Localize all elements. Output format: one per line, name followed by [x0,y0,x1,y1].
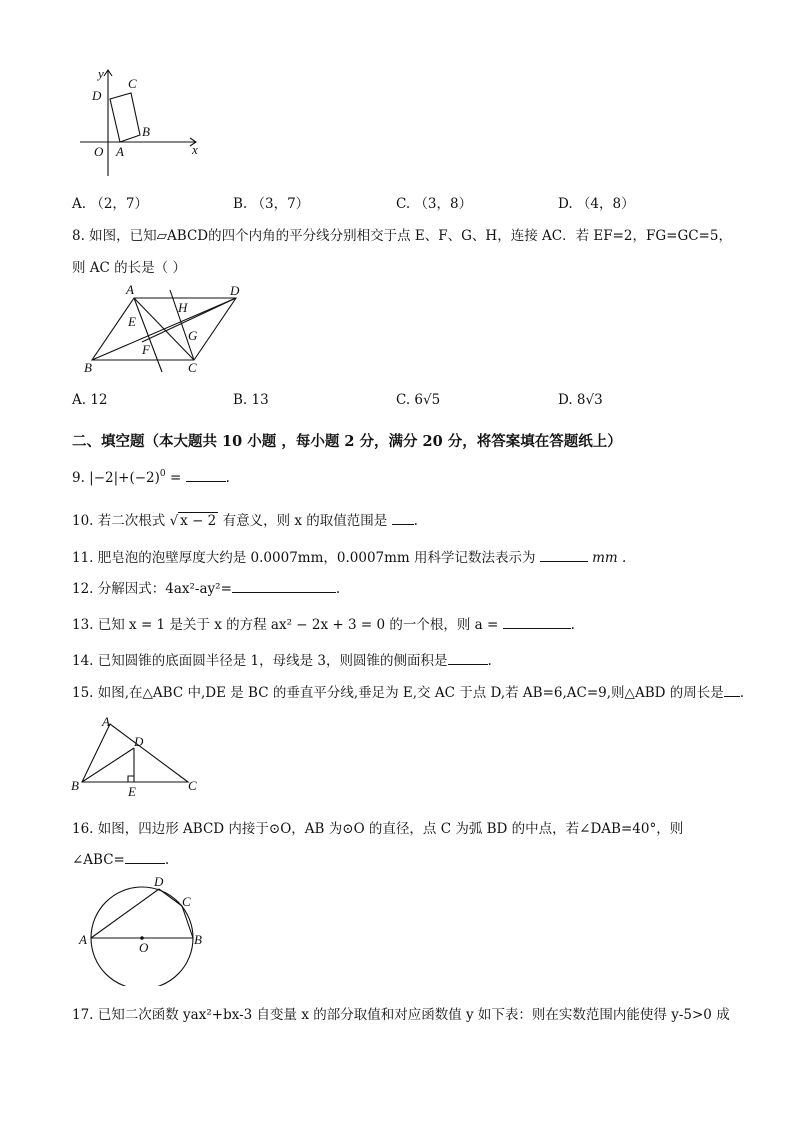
q12-answer-blank[interactable] [232,579,336,593]
q8-text-line1: 8. 如图，已知▱ABCD的四个内角的平分线分别相交于点 E、F、G、H，连接 AC．若 EF=2，FG=GC=5， [72,228,732,244]
label-a: A [79,932,87,947]
label-f: F [142,342,150,357]
label-c: C [188,360,197,375]
label-d: D [92,88,102,103]
label-b: B [194,932,202,947]
label-a: A [102,714,110,729]
q13-end: . [570,617,575,633]
q14-text: 14. 已知圆锥的底面圆半径是 1，母线是 3，则圆锥的侧面积是 [72,653,448,669]
q14-end: . [487,653,492,669]
section-heading: 二、填空题（本大题共 10 小题 ，每小题 2 分，满分 20 分，将答案填在答题纸上） [72,433,622,450]
label-a: A [126,282,134,297]
q10-end: . [413,513,418,529]
q16-circle-figure [78,874,208,986]
label-b: B [84,360,92,375]
q11-unit: mm . [592,550,627,566]
right-angle-mark [128,776,134,782]
label-b: B [142,124,150,139]
q12-end: . [335,581,341,597]
label-e: E [128,784,136,799]
label-o: O [94,144,104,159]
q8-option-c[interactable]: C. 6√5 [396,392,441,408]
q8-parallelogram-figure [80,282,250,378]
q15-text: 15. 如图,在△ABC 中,DE 是 BC 的垂直平分线,垂足为 E,交 AC 于点 D,若 AB=6,AC=9,则△ABD 的周长是 [72,685,724,701]
q17-text: 17. 已知二次函数 yax²+bx-3 自变量 x 的部分取值和对应函数值 y 如下表：则在实数范围内能使得 y-5>0 成 [72,1007,730,1023]
q14 [72,649,492,669]
q16-answer-blank[interactable] [125,850,165,864]
label-o: O [139,940,149,955]
q8-text-line2: 则 AC 的长是（ ） [72,260,186,276]
rectangle-abcd [110,93,140,142]
q10-radicand: x − 2 [180,513,217,529]
q15-triangle-figure [70,714,204,800]
q14-answer-blank[interactable] [448,651,488,665]
q13 [72,613,575,633]
q16-text-line2: ∠ABC= [72,852,125,868]
q10-suffix: 有意义，则 x 的取值范围是 [218,513,388,529]
label-y: y [98,66,104,81]
q8-option-b[interactable]: B. 13 [233,392,269,408]
q13-answer-blank[interactable] [503,615,571,629]
q7-option-a[interactable]: A. （2，7） [72,196,149,212]
q16-text-line1: 16. 如图，四边形 ABCD 内接于⊙O，AB 为⊙O 的直径，点 C 为弧 BD 的中点，若∠DAB=40°，则 [72,821,684,837]
quadrilateral-abcd [91,889,193,938]
q9-end: . [225,470,230,486]
q10-prefix: 10. 若二次根式 [72,513,170,529]
label-e: E [128,314,136,329]
label-d: D [134,734,144,749]
q10-radical-sign: √ [169,513,179,529]
q8-option-d[interactable]: D. 8√3 [558,392,603,408]
q15-answer-blank[interactable] [724,683,740,697]
q16-end: . [164,852,170,868]
q15-end: . [739,685,745,701]
q7-coordinate-figure [78,66,206,178]
label-h: H [178,300,188,315]
triangle-abc [82,724,188,782]
q9-expression: 9. |−2|+(−2) [72,470,160,486]
label-d: D [230,283,240,298]
q9-answer-blank[interactable] [186,468,226,482]
label-d: D [154,874,164,889]
q7-option-b[interactable]: B. （3，7） [233,196,310,212]
label-c: C [188,778,197,793]
q9-exponent: 0 [159,469,166,479]
q8-option-a[interactable]: A. 12 [72,392,108,408]
label-c: C [128,76,137,91]
q9 [72,468,230,486]
q11-text: 11. 肥皂泡的泡壁厚度大约是 0.0007mm，0.0007mm 用科学记数法表示为 [72,550,536,566]
q10 [72,509,418,529]
q16 [72,850,169,868]
q9-equals: = [165,470,182,486]
q11 [72,546,626,566]
q7-option-d[interactable]: D. （4，8） [558,196,635,212]
label-c: C [182,894,191,909]
q10-answer-blank[interactable] [392,511,414,525]
q7-option-c[interactable]: C. （3，8） [396,196,473,212]
q12-text: 12. 分解因式：4ax²-ay²= [72,581,232,597]
label-b: B [71,778,79,793]
q15 [72,681,744,701]
q13-text: 13. 已知 x = 1 是关于 x 的方程 ax² − 2x + 3 = 0 的一个根，则 a = [72,617,499,633]
q12 [72,577,340,597]
label-x: x [192,142,198,157]
q11-answer-blank[interactable] [540,548,588,562]
label-a: A [116,144,124,159]
label-g: G [188,328,198,343]
